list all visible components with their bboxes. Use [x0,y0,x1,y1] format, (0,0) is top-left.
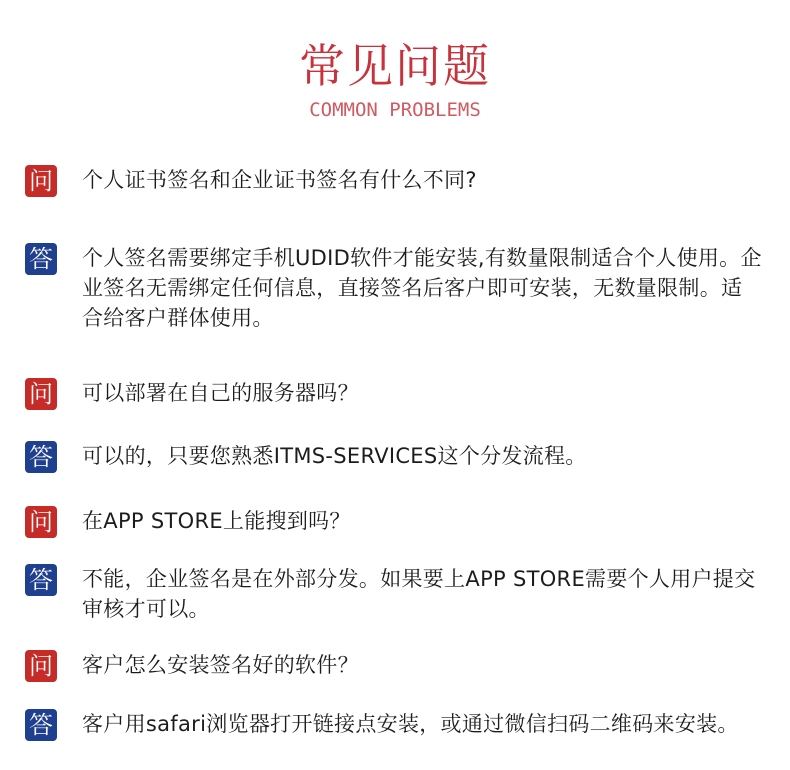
question-badge-icon: 问 [25,165,57,197]
page-header [0,38,790,122]
answer-badge-icon: 答 [25,709,57,741]
answer-text: 不能，企业签名是在外部分发。如果要上APP STORE需要个人用户提交审核才可以。 [82,567,756,621]
page-subtitle: COMMON PROBLEMS [309,99,481,121]
answer-text: 个人签名需要绑定手机UDID软件才能安装,有数量限制适合个人使用。企业签名无需绑定任何信息，直接签名后客户即可安装，无数量限制。适合给客户群体使用。 [82,246,762,330]
answer-text: 可以的，只要您熟悉ITMS-SERVICES这个分发流程。 [82,444,587,468]
page-title: 常见问题 [299,39,491,93]
question-text: 在APP STORE上能搜到吗？ [82,509,351,533]
answer-badge-icon: 答 [25,243,57,275]
answer-badge-icon: 答 [25,564,57,596]
question-badge-icon: 问 [25,378,57,410]
question-badge-icon: 问 [25,650,57,682]
answer-badge-icon: 答 [25,441,57,473]
question-text: 客户怎么安装签名好的软件？ [82,653,359,677]
question-text: 可以部署在自己的服务器吗？ [82,381,359,405]
question-text: 个人证书签名和企业证书签名有什么不同? [82,168,477,192]
question-badge-icon: 问 [25,506,57,538]
answer-text: 客户用safari浏览器打开链接点安装，或通过微信扫码二维码来安装。 [82,712,739,736]
